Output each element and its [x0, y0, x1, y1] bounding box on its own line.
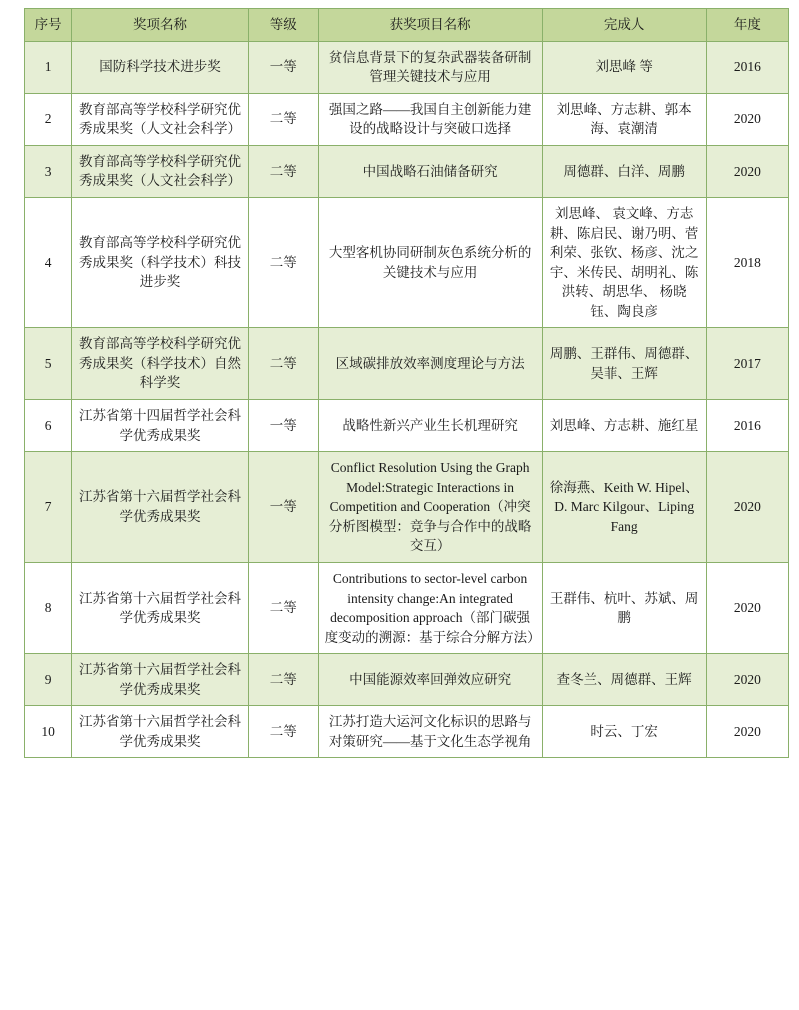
cell-level: 一等: [248, 400, 318, 452]
cell-award-name: 教育部高等学校科学研究优秀成果奖（人文社会科学）: [72, 93, 249, 145]
table-row: [25, 400, 789, 452]
cell-award-name: 江苏省第十四届哲学社会科学优秀成果奖: [72, 400, 249, 452]
cell-year: 2020: [706, 562, 788, 653]
cell-level: 二等: [248, 706, 318, 758]
cell-people: 刘思峰、方志耕、郭本海、袁潮清: [542, 93, 706, 145]
cell-project-name: 强国之路——我国自主创新能力建设的战略设计与突破口选择: [318, 93, 542, 145]
cell-people: 王群伟、杭叶、苏斌、周鹏: [542, 562, 706, 653]
cell-no: 8: [25, 562, 72, 653]
cell-year: 2020: [706, 654, 788, 706]
cell-project-name: 区域碳排放效率测度理论与方法: [318, 328, 542, 400]
cell-year: 2018: [706, 197, 788, 327]
cell-project-name: 中国战略石油储备研究: [318, 145, 542, 197]
cell-project-name: 大型客机协同研制灰色系统分析的关键技术与应用: [318, 197, 542, 327]
column-header-award-name: 奖项名称: [72, 9, 249, 42]
table-row: [25, 654, 789, 706]
cell-year: 2016: [706, 41, 788, 93]
cell-no: 1: [25, 41, 72, 93]
cell-no: 5: [25, 328, 72, 400]
table-body: [25, 41, 789, 758]
cell-year: 2017: [706, 328, 788, 400]
cell-award-name: 江苏省第十六届哲学社会科学优秀成果奖: [72, 706, 249, 758]
cell-project-name: 战略性新兴产业生长机理研究: [318, 400, 542, 452]
column-header-project-name: 获奖项目名称: [318, 9, 542, 42]
cell-project-name: 贫信息背景下的复杂武器装备研制管理关键技术与应用: [318, 41, 542, 93]
cell-no: 10: [25, 706, 72, 758]
column-header-no: 序号: [25, 9, 72, 42]
cell-award-name: 江苏省第十六届哲学社会科学优秀成果奖: [72, 452, 249, 563]
cell-people: 刘思峰、方志耕、施红星: [542, 400, 706, 452]
table-row: [25, 197, 789, 327]
cell-people: 刘思峰、 袁文峰、方志耕、陈启民、谢乃明、菅利荣、张钦、杨彦、沈之宇、米传民、胡明礼、陈洪转、胡思华、 杨晓钰、陶良彦: [542, 197, 706, 327]
cell-award-name: 教育部高等学校科学研究优秀成果奖（科学技术）自然科学奖: [72, 328, 249, 400]
cell-people: 刘思峰 等: [542, 41, 706, 93]
column-header-people: 完成人: [542, 9, 706, 42]
table-row: [25, 328, 789, 400]
cell-level: 二等: [248, 328, 318, 400]
cell-level: 二等: [248, 562, 318, 653]
table-header-row: [25, 9, 789, 42]
cell-project-name: 江苏打造大运河文化标识的思路与对策研究——基于文化生态学视角: [318, 706, 542, 758]
cell-award-name: 教育部高等学校科学研究优秀成果奖（科学技术）科技进步奖: [72, 197, 249, 327]
cell-year: 2020: [706, 706, 788, 758]
cell-no: 2: [25, 93, 72, 145]
cell-project-name: Conflict Resolution Using the Graph Model:Strategic Interactions in Competition and Cooperation（冲突分析图模型：竞争与合作中的战略交互）: [318, 452, 542, 563]
cell-year: 2020: [706, 452, 788, 563]
cell-year: 2016: [706, 400, 788, 452]
cell-award-name: 教育部高等学校科学研究优秀成果奖（人文社会科学）: [72, 145, 249, 197]
cell-year: 2020: [706, 145, 788, 197]
table-row: [25, 706, 789, 758]
cell-project-name: 中国能源效率回弹效应研究: [318, 654, 542, 706]
cell-people: 时云、丁宏: [542, 706, 706, 758]
cell-award-name: 国防科学技术进步奖: [72, 41, 249, 93]
cell-no: 9: [25, 654, 72, 706]
cell-no: 7: [25, 452, 72, 563]
table-row: [25, 93, 789, 145]
cell-people: 周鹏、王群伟、周德群、吴菲、王辉: [542, 328, 706, 400]
cell-level: 一等: [248, 41, 318, 93]
cell-people: 徐海燕、Keith W. Hipel、D. Marc Kilgour、Liping Fang: [542, 452, 706, 563]
cell-no: 6: [25, 400, 72, 452]
table-header: [25, 9, 789, 42]
table-row: [25, 41, 789, 93]
table-row: [25, 452, 789, 563]
table-row: [25, 562, 789, 653]
cell-year: 2020: [706, 93, 788, 145]
cell-people: 查冬兰、周德群、王辉: [542, 654, 706, 706]
cell-level: 一等: [248, 452, 318, 563]
cell-level: 二等: [248, 93, 318, 145]
cell-people: 周德群、白洋、周鹏: [542, 145, 706, 197]
cell-award-name: 江苏省第十六届哲学社会科学优秀成果奖: [72, 562, 249, 653]
cell-level: 二等: [248, 197, 318, 327]
column-header-level: 等级: [248, 9, 318, 42]
cell-level: 二等: [248, 145, 318, 197]
table-row: [25, 145, 789, 197]
cell-award-name: 江苏省第十六届哲学社会科学优秀成果奖: [72, 654, 249, 706]
cell-no: 3: [25, 145, 72, 197]
cell-project-name: Contributions to sector-level carbon intensity change:An integrated decomposition approach（部门碳强度变动的溯源：基于综合分解方法）: [318, 562, 542, 653]
cell-level: 二等: [248, 654, 318, 706]
award-table: [24, 8, 789, 758]
column-header-year: 年度: [706, 9, 788, 42]
cell-no: 4: [25, 197, 72, 327]
